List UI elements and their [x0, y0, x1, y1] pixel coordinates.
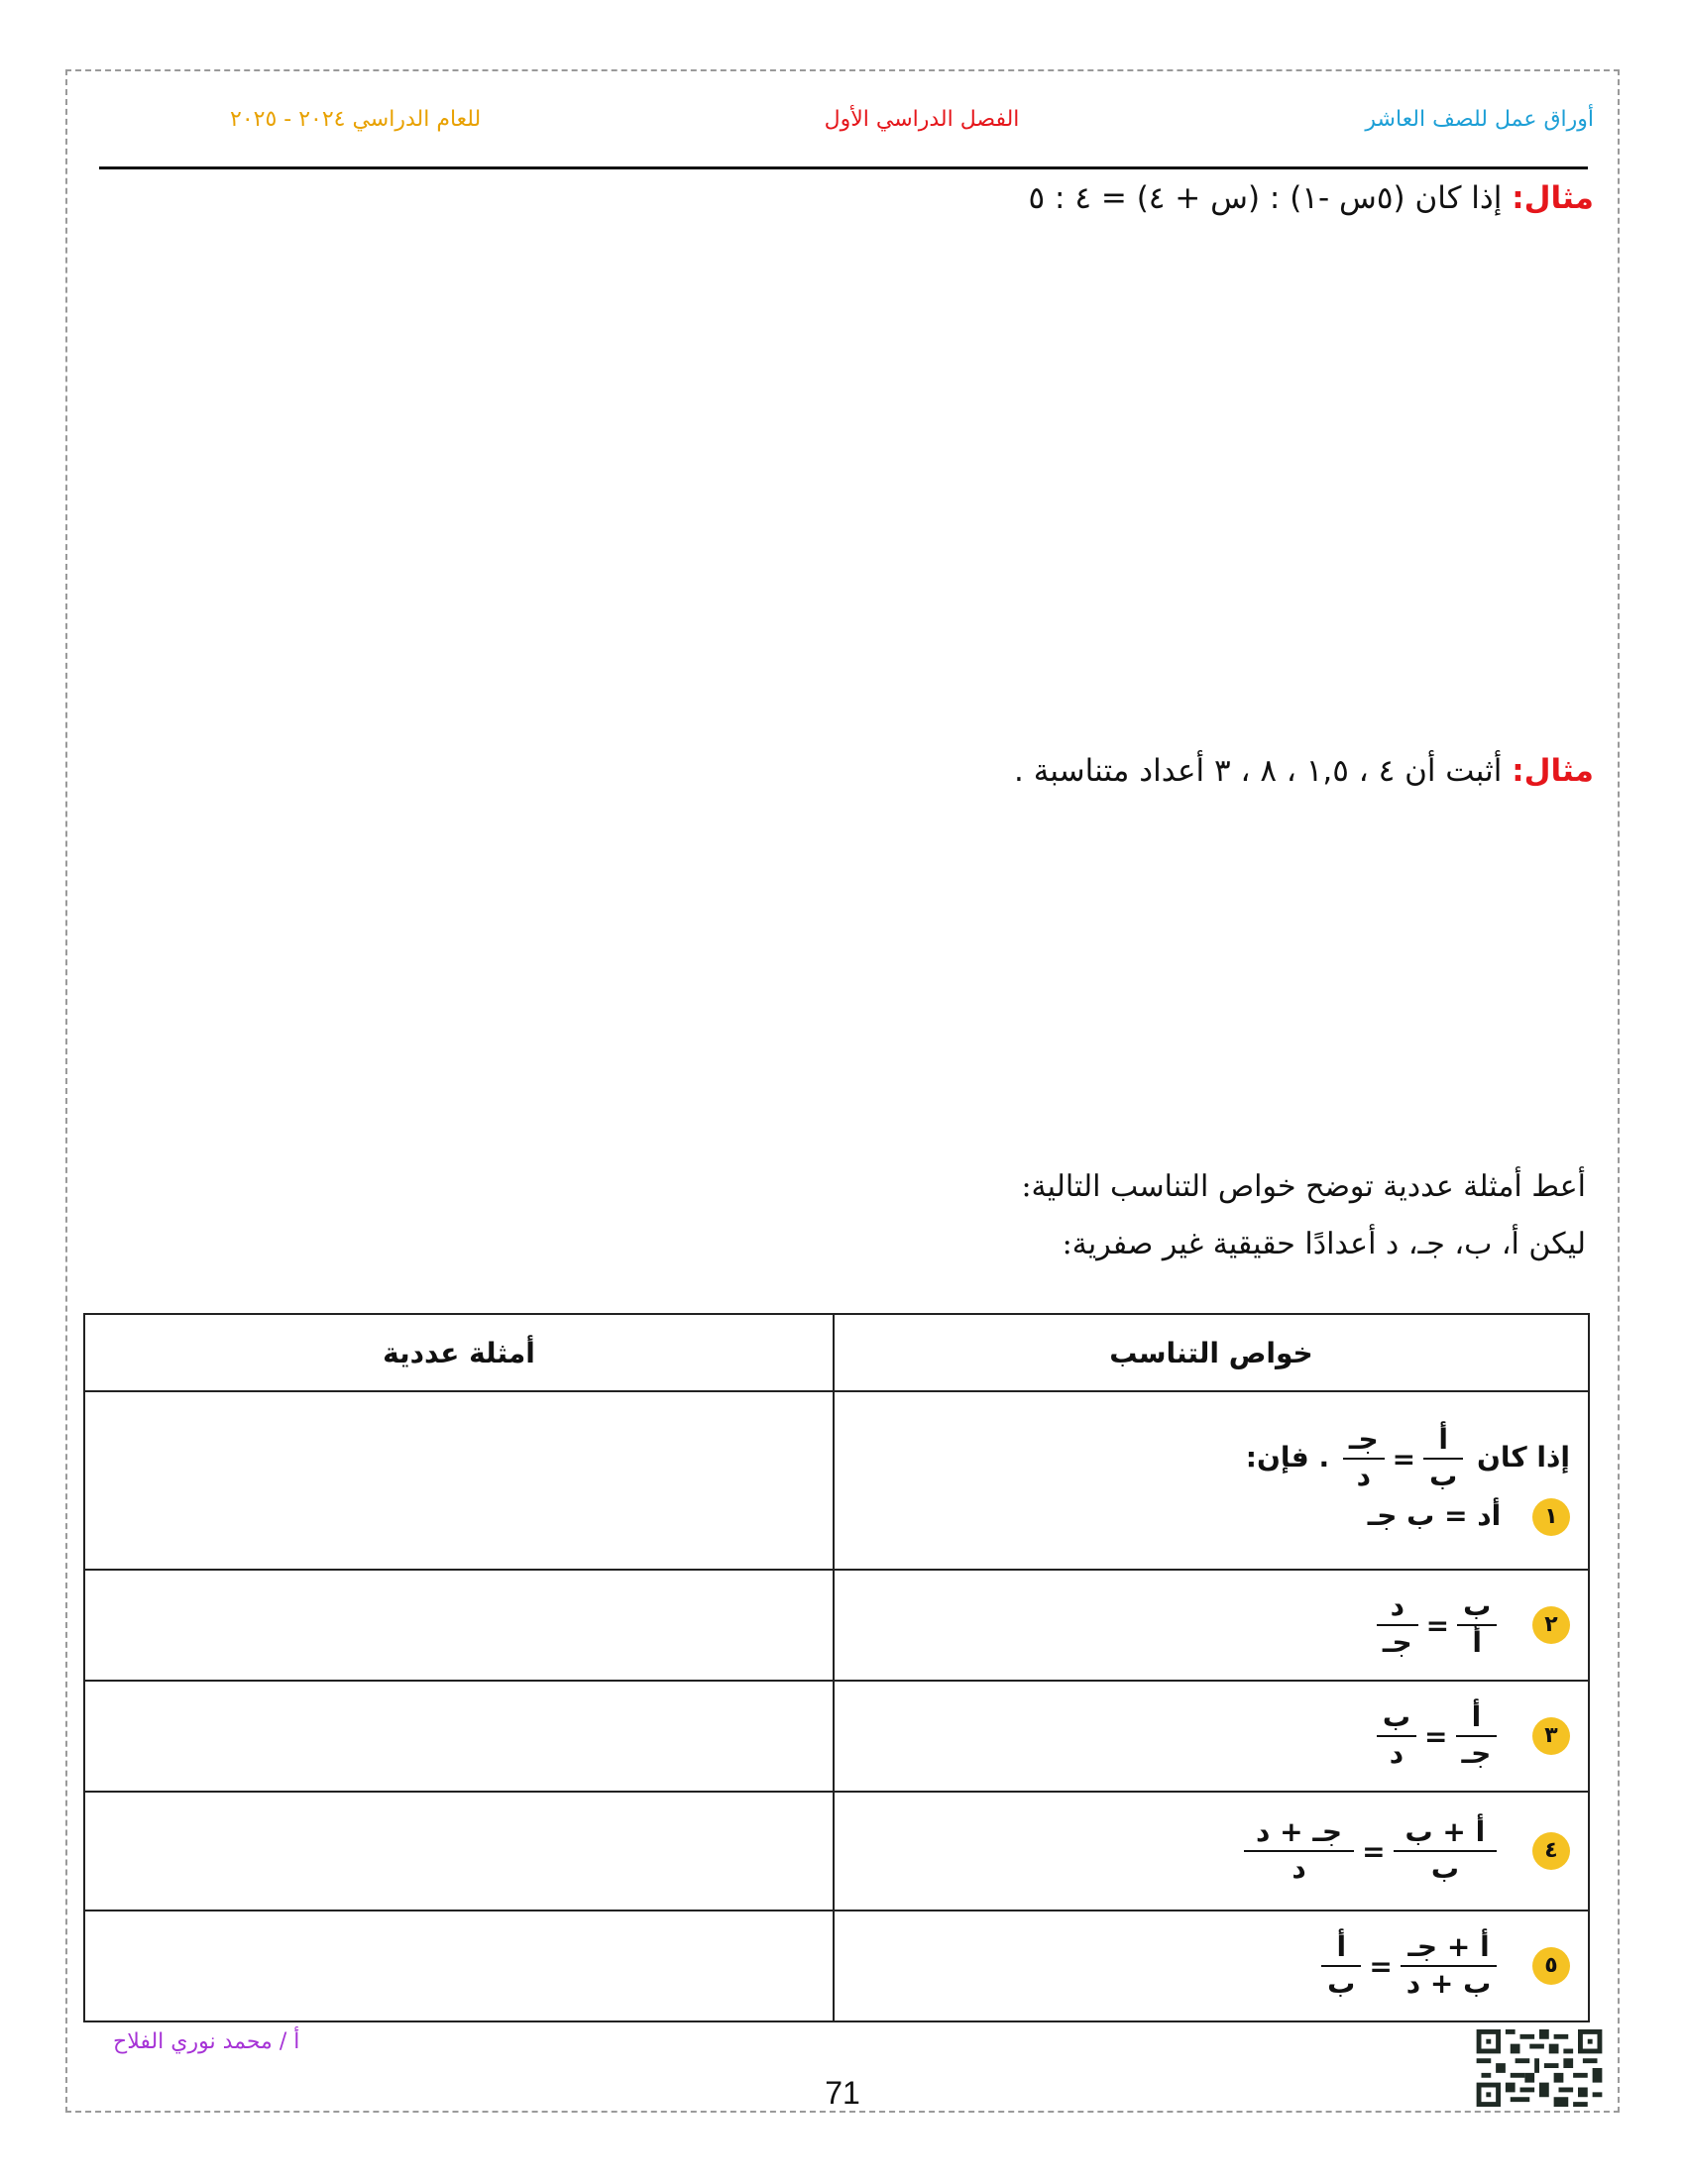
fraction: $\frac{\text{أ}}{\text{ب}}$: [1321, 1932, 1361, 2000]
property-cell-5: ٥ $\frac{\text{أ + جـ}}{\text{ب + د}}$ = $\frac{\text{أ}}{\text{ب}}$: [834, 1911, 1589, 2021]
example-cell[interactable]: [84, 1911, 834, 2021]
table-row: [84, 1391, 1589, 1570]
instruction-line-2: ليكن أ، ب، جـ، د أعدادًا حقيقية غير صفرية:: [1062, 1227, 1586, 1261]
author-name: أ / محمد نوري الفلاح: [113, 2029, 300, 2054]
fraction: $\frac{\text{أ + جـ}}{\text{ب + د}}$: [1401, 1932, 1497, 2000]
proportion-properties-table: [83, 1313, 1590, 2022]
example-cell[interactable]: [84, 1792, 834, 1911]
page-number: 71: [825, 2075, 860, 2111]
example-1-text: إذا كان (٥س -١) : (س + ٤) = ٤ : ٥: [1028, 180, 1503, 216]
property-cell-3: ٣ $\frac{\text{أ}}{\text{جـ}}$ = $\frac{\text{ب}}{\text{د}}$: [834, 1681, 1589, 1792]
header-divider: [99, 166, 1588, 169]
number-badge: ٤: [1532, 1832, 1570, 1870]
fraction: $\frac{\text{أ + ب}}{\text{ب}}$: [1394, 1817, 1498, 1885]
example-2-text: أثبت أن ٤ ، ١,٥ ، ٨ ، ٣ أعداد متناسبة .: [1014, 753, 1503, 789]
header-worksheet-title: أوراق عمل للصف العاشر: [1365, 107, 1594, 132]
fraction: $\frac{\text{ب}}{\text{أ}}$: [1457, 1591, 1497, 1659]
example-cell[interactable]: [84, 1681, 834, 1792]
table-header-row: [84, 1314, 1589, 1391]
table-row: [84, 1570, 1589, 1681]
number-badge: ٥: [1532, 1947, 1570, 1985]
fraction: $\frac{\text{د}}{\text{جـ}}$: [1377, 1591, 1418, 1659]
example-cell[interactable]: [84, 1391, 834, 1570]
property-cell-1: [834, 1391, 1589, 1570]
qr-code-icon: [1475, 2029, 1604, 2107]
fraction: $\frac{\text{أ}}{\text{ب}}$: [1423, 1425, 1463, 1492]
header-semester: الفصل الدراسي الأول: [824, 107, 1020, 132]
header-properties: خواص التناسب: [834, 1314, 1589, 1391]
number-badge: ٣: [1532, 1717, 1570, 1755]
example-cell[interactable]: [84, 1570, 834, 1681]
number-badge: ١: [1532, 1498, 1570, 1536]
example-2: [1014, 753, 1594, 789]
condition-prefix: إذا كان: [1476, 1441, 1570, 1474]
fraction: $\frac{\text{ب}}{\text{د}}$: [1377, 1702, 1416, 1770]
table-row: [84, 1681, 1589, 1792]
condition-line: إذا كان $\frac{\text{أ}}{\text{ب}}$ = $\frac{\text{جـ}}{\text{د}}$ . فإن:: [1245, 1423, 1570, 1492]
condition-suffix: . فإن:: [1245, 1441, 1330, 1474]
property-cell-4: ٤ $\frac{\text{أ + ب}}{\text{ب}}$ = $\frac{\text{جـ + د}}{\text{د}}$: [834, 1792, 1589, 1911]
instruction-line-1: أعط أمثلة عددية توضح خواص التناسب التالية:: [1021, 1169, 1586, 1204]
example-2-label: مثال:: [1512, 753, 1594, 789]
header-examples: أمثلة عددية: [84, 1314, 834, 1391]
header-academic-year: للعام الدراسي ٢٠٢٤ - ٢٠٢٥: [230, 107, 482, 132]
fraction: $\frac{\text{أ}}{\text{جـ}}$: [1456, 1702, 1498, 1770]
number-badge: ٢: [1532, 1606, 1570, 1644]
property-1-expression: أد = ب جـ: [1367, 1498, 1502, 1532]
table-row: [84, 1911, 1589, 2021]
fraction: $\frac{\text{جـ}}{\text{د}}$: [1343, 1425, 1385, 1492]
example-1: [1029, 180, 1594, 216]
property-cell-2: ٢ $\frac{\text{ب}}{\text{أ}}$ = $\frac{\text{د}}{\text{جـ}}$: [834, 1570, 1589, 1681]
property-1: [852, 1498, 1570, 1536]
table-row: [84, 1792, 1589, 1911]
example-1-label: مثال:: [1512, 180, 1594, 216]
fraction: $\frac{\text{جـ + د}}{\text{د}}$: [1244, 1817, 1354, 1885]
